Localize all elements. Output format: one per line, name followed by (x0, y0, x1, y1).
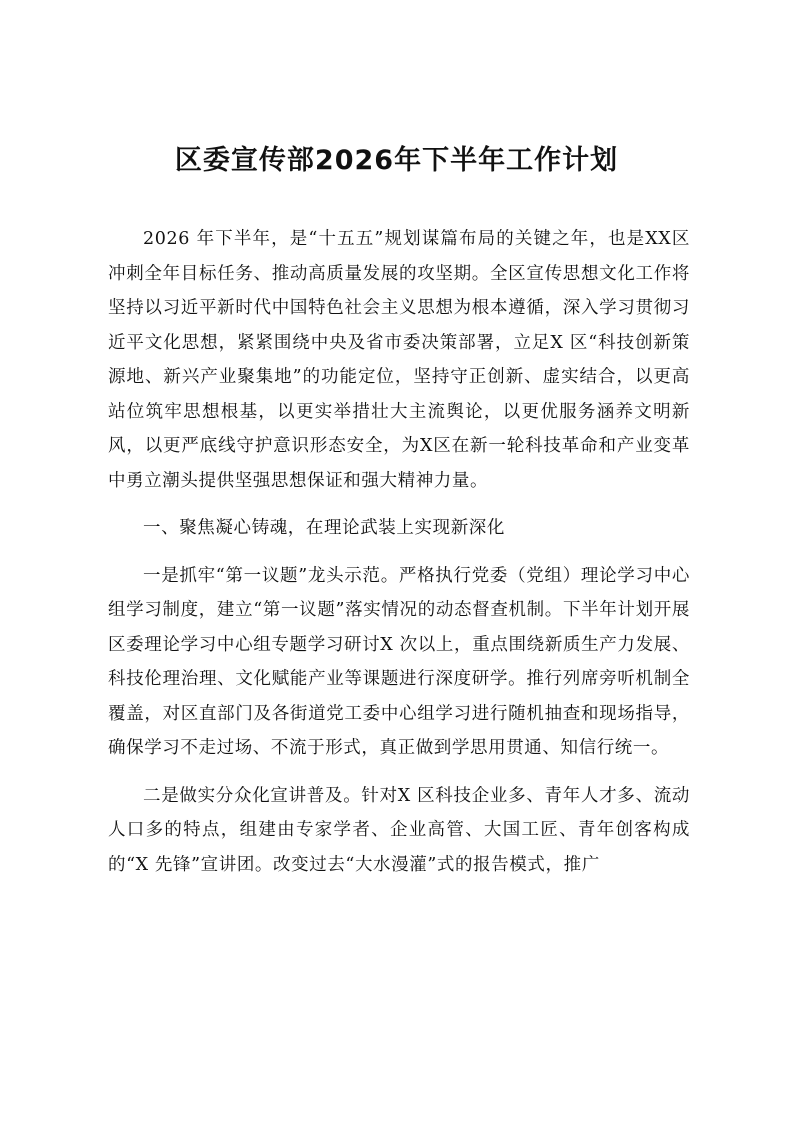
section-heading-1: 一、聚焦凝心铸魂，在理论武装上实现新深化 (143, 518, 505, 538)
section1-paragraph-1: 一是抓牢“第一议题”龙头示范。严格执行党委（党组）理论学习中心组学习制度，建立“第一议题”落实情况的动态督查机制。下半年计划开展区委理论学习中心组专题学习研讨X 次以上，重点围绕新质生产力发展、科技伦理治理、文化赋能产业等课题进行深度研学。推行列席旁听机制全覆盖，对区直部门及各街道党工委中心组学习进行随机抽查和现场指导，确保学习不走过场、不流于形式，真正做到学思用贯通、知信行统一。 (108, 565, 690, 758)
intro-paragraph: 2026 年下半年，是“十五五”规划谋篇布局的关键之年，也是XX区冲刺全年目标任务、推动高质量发展的攻坚期。全区宣传思想文化工作将坚持以习近平新时代中国特色社会主义思想为根本遵循，深入学习贯彻习近平文化思想，紧紧围绕中央及省市委决策部署，立足X 区“科技创新策源地、新兴产业聚集地”的功能定位，坚持守正创新、虚实结合，以更高站位筑牢思想根基，以更实举措壮大主流舆论，以更优服务涵养文明新风，以更严底线守护意识形态安全，为X区在新一轮科技革命和产业变革中勇立潮头提供坚强思想保证和强大精神力量。 (108, 229, 690, 491)
section1-paragraph-2: 二是做实分众化宣讲普及。针对X 区科技企业多、青年人才多、流动人口多的特点，组建由专家学者、企业高管、大国工匠、青年创客构成的“X 先锋”宣讲团。改变过去“大水漫灌”式的报告模式，推广 (108, 785, 690, 875)
document-body (108, 222, 690, 882)
document-title: 区委宣传部2026年下半年工作计划 (174, 145, 619, 176)
